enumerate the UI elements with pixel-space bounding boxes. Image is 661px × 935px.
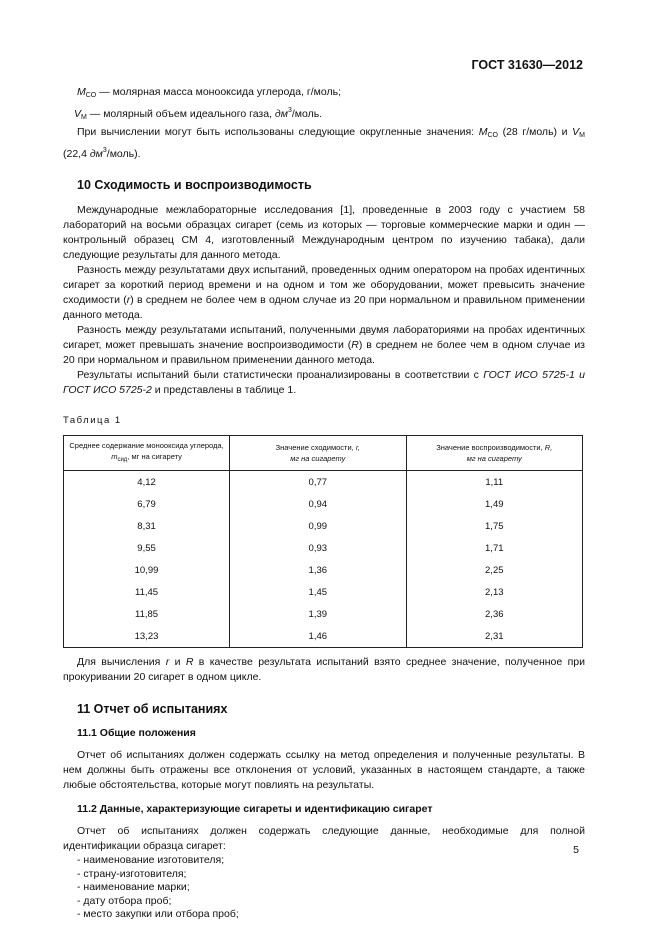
identification-list [63,854,585,922]
section-10-paragraph-3 [63,323,585,368]
cell-repeatability: 1,45 [230,581,406,603]
cell-repeatability: 1,39 [230,603,406,625]
header-repeatability [230,436,406,471]
section-10-title: 10 Сходимость и воспроизводимость [77,178,312,192]
header-text: Значение воспроизводимости, [436,443,545,452]
symbol: R [351,339,359,351]
text: и представлены в таблице 1. [151,384,297,396]
list-item: - наименование изготовителя; [77,854,225,866]
cell-repeatability: 1,36 [230,559,406,581]
cell-reproducibility: 2,25 [406,559,582,581]
cell-repeatability: 0,94 [230,493,406,515]
text: Разность между результатами испытаний, полученными двумя лабораториями на пробах идентичных сигарет, может превышать значение воспроизводимости ( [63,324,585,351]
section-11-2-title: 11.2 Данные, характеризующие сигареты и идентификацию сигарет [77,803,433,815]
header-reproducibility [406,436,582,471]
text: При вычислении могут быть использованы следующие округленные значения: [77,126,479,138]
table-row [64,625,583,648]
cell-reproducibility: 1,71 [406,537,582,559]
table-row [64,581,583,603]
subscript: CO [487,132,498,139]
list-item: - наименование марки; [77,881,190,893]
table-row [64,515,583,537]
text: Для вычисления [77,656,166,668]
cell-mean-co: 11,45 [64,581,230,603]
section-11-2-text: Отчет об испытаниях должен содержать следующие данные, необходимые для полной идентификации образца сигарет: [63,825,585,852]
header-unit: мг на сигарету [290,454,346,463]
list-item: - дату отбора проб; [77,894,172,907]
cell-reproducibility: 1,49 [406,493,582,515]
text: и [169,656,186,668]
definition-text: — молярная масса монооксида углерода, г/моль; [96,86,342,98]
header-text: Значение сходимости, [275,443,356,452]
cell-mean-co: 11,85 [64,603,230,625]
subscript: M [81,114,87,121]
cell-reproducibility: 2,36 [406,603,582,625]
table-header-row [64,436,583,471]
header-unit: мг на сигарету [466,454,522,463]
definition-text-end: /моль. [291,108,323,120]
header-text: , мг на сигарету [127,452,182,461]
header-subscript: сид [117,457,128,463]
cell-mean-co: 9,55 [64,537,230,559]
section-10-paragraph-1: Международные межлабораторные исследования [1], проведенные в 2003 году с участием 58 лабораторий на восьми образцах сигарет (семь из которых — торговые коммерческие марки и один — контрольный образец СМ 4, изготовленный Международным центром по изучению табака), дали следующие результаты для данного метода. [63,204,585,261]
header-symbol: R, [544,443,553,452]
text: Разность между результатами двух испытаний, проведенных одним оператором на пробах идентичных сигарет за короткий период времени и на одном и том же оборудовании, может превысить значение сходимости ( [63,264,585,306]
symbol: M [478,126,488,138]
table-row [64,493,583,515]
definition-mco [63,85,585,103]
unit: дм [89,148,103,160]
cell-repeatability: 0,99 [230,515,406,537]
cell-reproducibility: 1,75 [406,515,582,537]
text: ) в среднем не более чем в одном случае из 20 при нормальном и правильном применении данного метода. [63,294,585,321]
cell-repeatability: 0,77 [230,471,406,494]
cell-mean-co: 10,99 [64,559,230,581]
symbol: V [74,108,82,120]
section-11-1-title: 11.1 Общие положения [77,727,196,739]
subscript: CO [85,92,97,99]
superscript: 3 [287,107,292,114]
text: Результаты испытаний были статистически проанализированы в соответствии с [77,369,484,381]
symbol: r [165,656,170,668]
table-note [63,655,585,685]
symbol: V [572,126,580,138]
table-row [64,471,583,494]
section-11-1-text: Отчет об испытаниях должен содержать ссылку на метод определения и полученные результаты. В нем должны быть отражены все отклонения от условий, указанных в настоящем стандарте, а также любые обстоятельства, которые могут повлиять на результаты. [63,749,585,791]
table-row [64,559,583,581]
header-mean-co [64,436,230,471]
text: ) в среднем не более чем в одном случае из 20 при нормальном и правильном применении данного метода. [63,339,585,366]
unit: дм [274,108,288,120]
cell-repeatability: 0,93 [230,537,406,559]
definition-vm [63,103,585,125]
text: (28 г/моль) и [497,126,573,138]
header-symbol: r, [355,443,360,452]
standard-reference: ГОСТ ИСО 5725-1 и ГОСТ ИСО 5725-2 [63,369,586,396]
cell-reproducibility: 2,13 [406,581,582,603]
header-symbol: m [111,452,118,461]
cell-mean-co: 6,79 [64,493,230,515]
table-row [64,603,583,625]
document-id: ГОСТ 31630—2012 [471,58,583,72]
text: (22,4 [63,148,90,160]
section-10-paragraph-2 [63,263,585,323]
page-number: 5 [573,844,579,856]
definition-text: — молярный объем идеального газа, [86,108,275,120]
results-table [63,435,583,648]
list-item: - место закупки или отбора проб; [77,908,239,920]
list-item: - страну-изготовителя; [77,867,187,880]
cell-repeatability: 1,46 [230,625,406,648]
cell-mean-co: 13,23 [64,625,230,648]
section-10-paragraph-4 [63,368,585,398]
text: /моль). [106,148,141,160]
page-content [63,85,585,922]
text: в качестве результата испытаний взято среднее значение, полученное при прокуривании 20 сигарет в одном цикле. [63,656,585,683]
table-row [64,537,583,559]
table-caption: Таблица 1 [63,415,122,426]
cell-mean-co: 4,12 [64,471,230,494]
symbol: R [185,656,194,668]
section-11-title: 11 Отчет об испытаниях [77,702,228,716]
superscript: 3 [102,147,107,154]
rounded-values-paragraph [63,125,585,162]
symbol: M [77,86,86,98]
cell-reproducibility: 2,31 [406,625,582,648]
symbol: r [126,294,131,306]
subscript: M [579,132,585,139]
header-text: Среднее содержание монооксида углерода, [69,441,224,450]
cell-mean-co: 8,31 [64,515,230,537]
cell-reproducibility: 1,11 [406,471,582,494]
